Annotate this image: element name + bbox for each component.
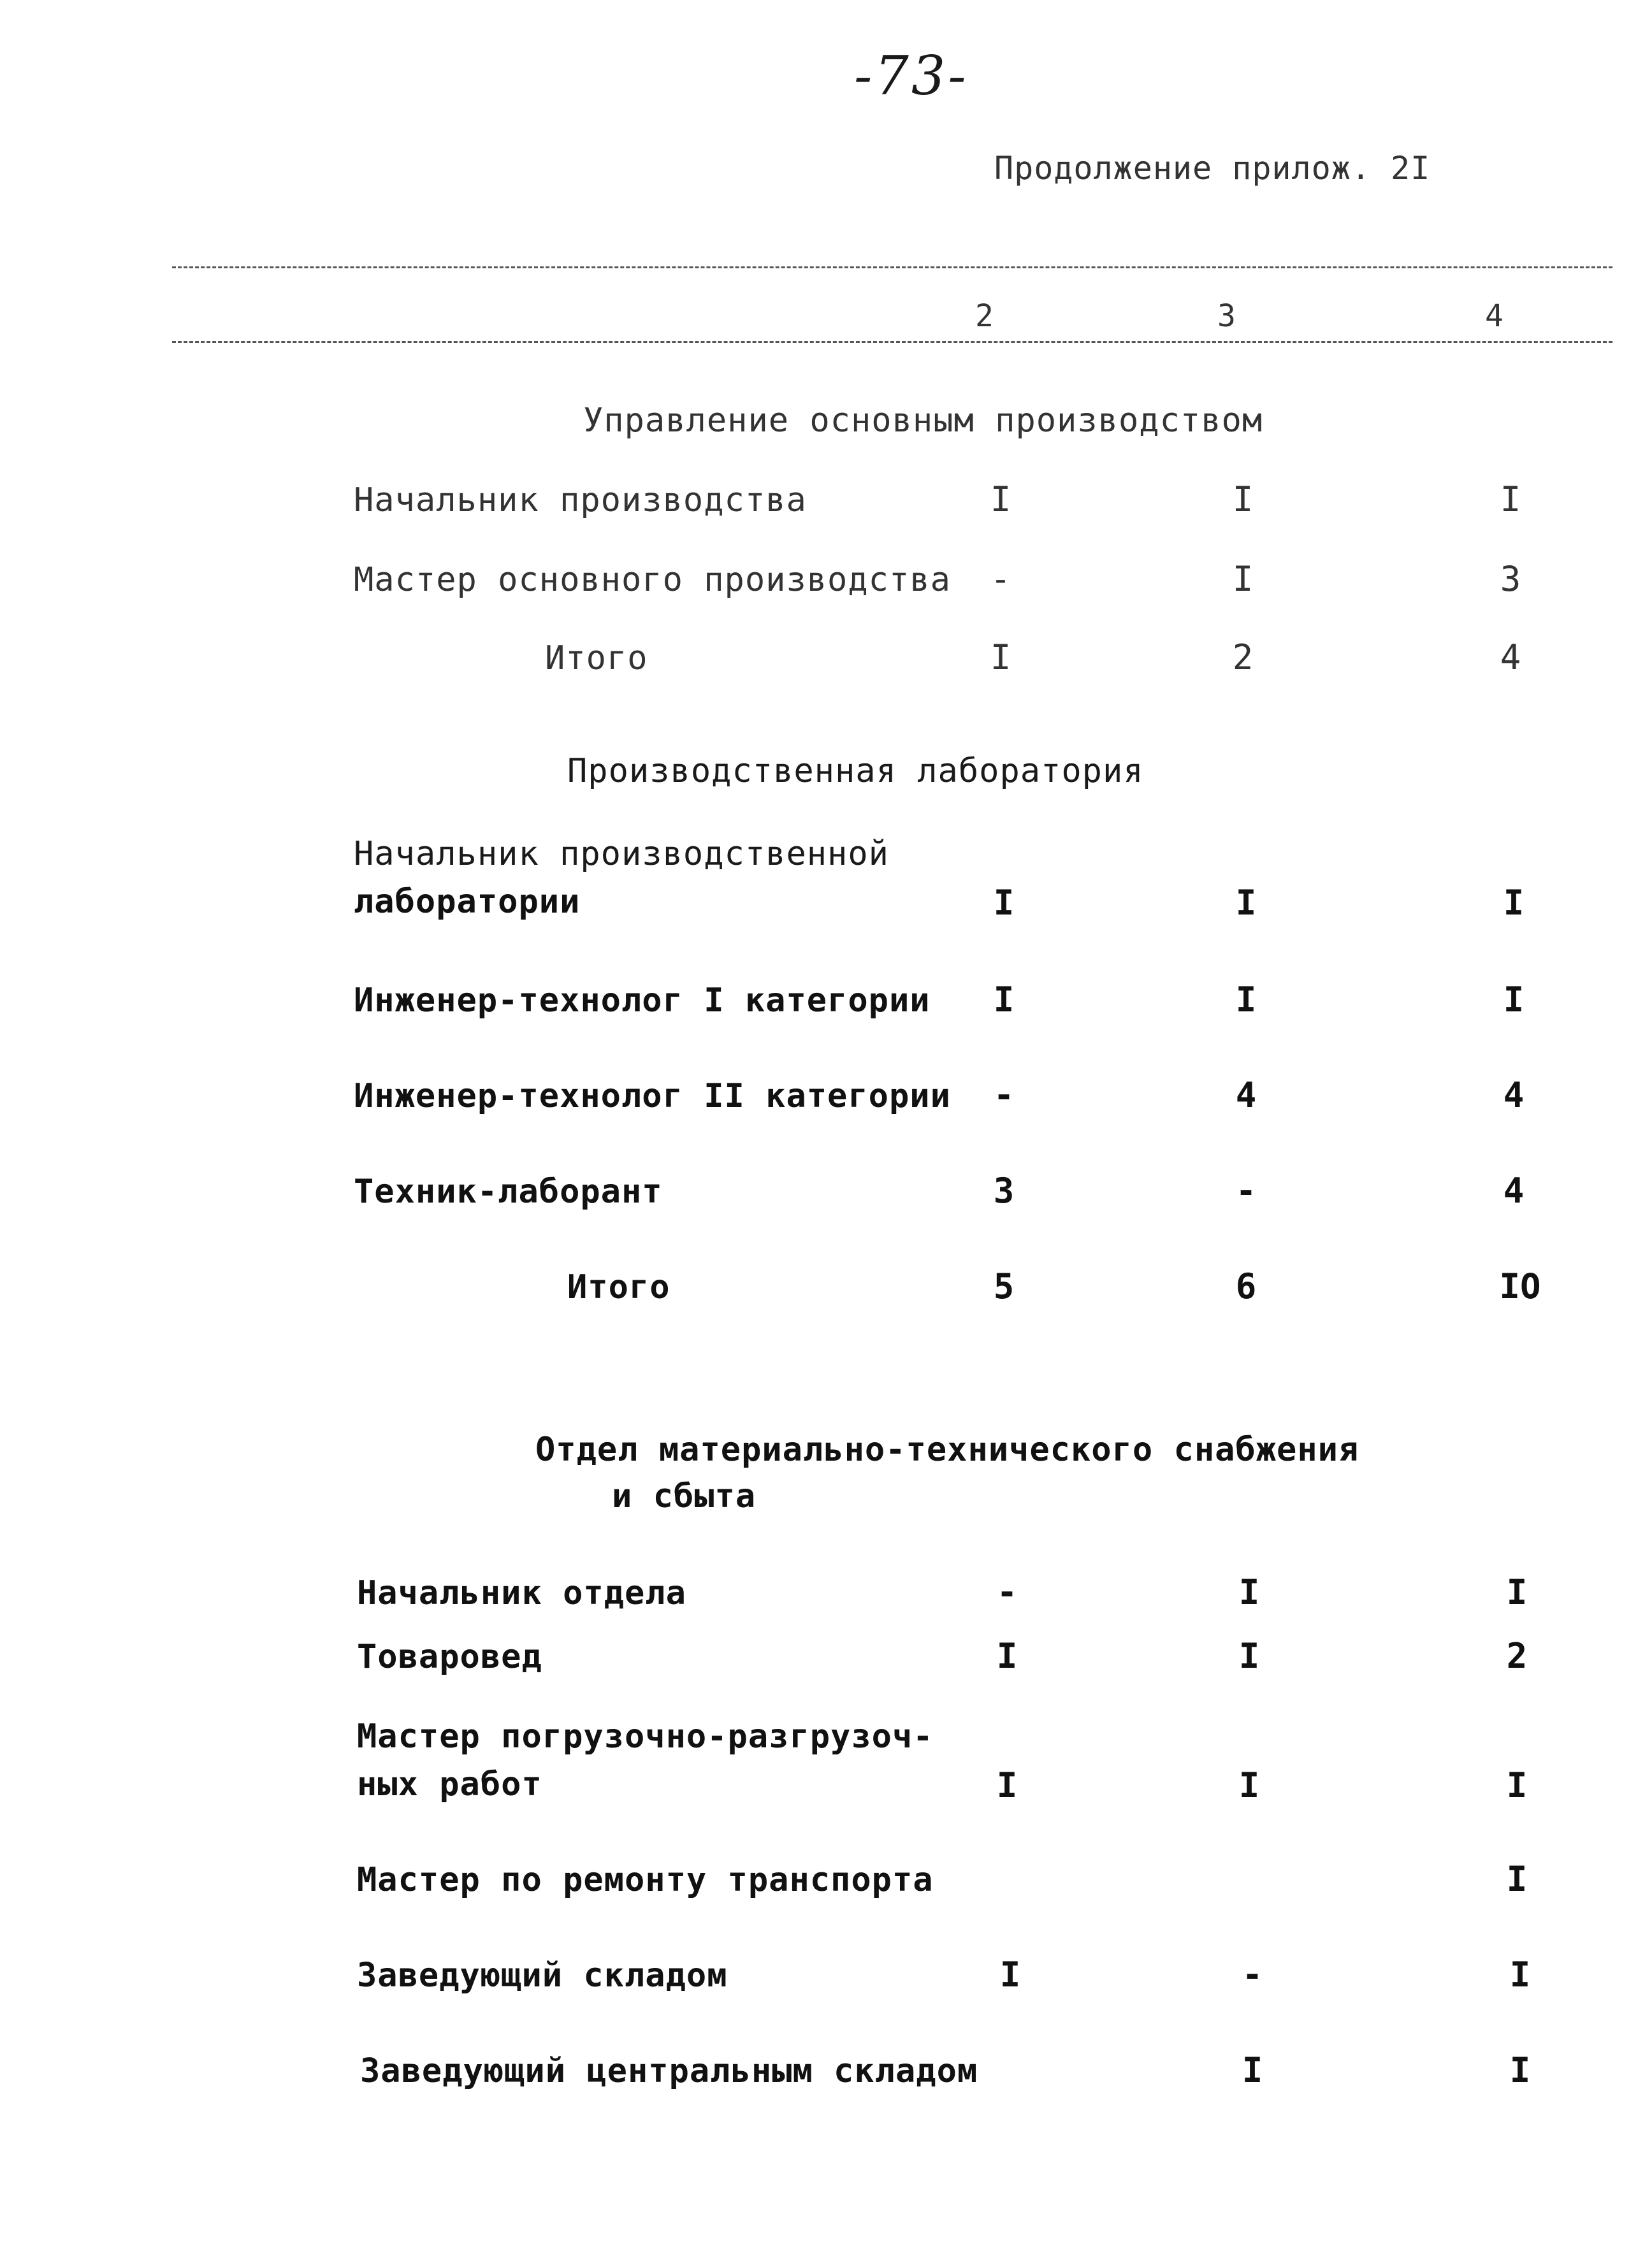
value-col4: I <box>1509 1955 1531 1995</box>
value-col4: I <box>1503 883 1525 923</box>
value-col2: - <box>996 1572 1018 1612</box>
row-label: Инженер-технолог II категории <box>354 1077 951 1115</box>
value-col2: I <box>996 1765 1018 1805</box>
value-col2: 3 <box>993 1171 1015 1211</box>
value-col4: I <box>1506 1859 1528 1899</box>
value-col3: I <box>1238 1765 1260 1805</box>
value-col2: I <box>993 980 1015 1020</box>
value-col4: IO <box>1499 1266 1541 1306</box>
table-header-top-rule <box>172 266 1612 268</box>
row-label: Техник-лаборант <box>354 1173 663 1211</box>
section-title-laboratory: Производственная лаборатория <box>567 752 1144 790</box>
row-label: Заведующий центральным складом <box>360 2052 978 2090</box>
value-col3: I <box>1238 1636 1260 1676</box>
value-col3: I <box>1232 479 1254 519</box>
value-col2: I <box>996 1636 1018 1676</box>
subtotal-label: Итого <box>567 1268 670 1306</box>
row-label-line1: Начальник производственной <box>354 835 889 873</box>
row-label-line1: Мастер погрузочно-разгрузоч- <box>357 1717 934 1756</box>
row-label: Инженер-технолог I категории <box>354 981 931 1020</box>
value-col4: 2 <box>1506 1636 1528 1676</box>
value-col2: I <box>993 883 1015 923</box>
value-col4: I <box>1509 2050 1531 2090</box>
column-header-2: 2 <box>975 298 994 334</box>
subtotal-label: Итого <box>545 639 648 677</box>
row-label: Заведующий складом <box>357 1956 728 1995</box>
column-header-3: 3 <box>1217 298 1236 334</box>
section-title-management: Управление основным производством <box>583 401 1263 440</box>
column-header-4: 4 <box>1485 298 1503 334</box>
value-col4: I <box>1506 1572 1528 1612</box>
value-col3: 4 <box>1235 1075 1257 1115</box>
section-title-supply-line1: Отдел материально-технического снабжения <box>535 1431 1359 1469</box>
page-number: -73- <box>854 45 969 107</box>
value-col2: - <box>990 559 1011 599</box>
value-col4: 4 <box>1500 637 1521 677</box>
value-col3: - <box>1235 1171 1257 1211</box>
value-col3: 2 <box>1232 637 1254 677</box>
appendix-continuation-note: Продолжение прилож. 2I <box>994 150 1431 187</box>
value-col3: - <box>1242 1955 1263 1995</box>
row-label: Начальник производства <box>354 481 807 519</box>
row-label: Товаровед <box>357 1638 542 1676</box>
row-label-line2: лаборатории <box>354 883 581 921</box>
value-col4: I <box>1506 1765 1528 1805</box>
value-col4: I <box>1500 479 1521 519</box>
value-col3: I <box>1242 2050 1263 2090</box>
table-header-bottom-rule <box>172 341 1612 343</box>
row-label: Мастер основного производства <box>354 561 951 599</box>
value-col4: 4 <box>1503 1075 1525 1115</box>
value-col2: I <box>990 479 1011 519</box>
value-col3: 6 <box>1235 1266 1257 1306</box>
value-col2: 5 <box>993 1266 1015 1306</box>
value-col4: 4 <box>1503 1171 1525 1211</box>
row-label: Начальник отдела <box>357 1574 686 1612</box>
value-col2: I <box>999 1955 1021 1995</box>
value-col3: I <box>1235 980 1257 1020</box>
value-col4: I <box>1503 980 1525 1020</box>
value-col4: 3 <box>1500 559 1521 599</box>
value-col3: I <box>1238 1572 1260 1612</box>
value-col3: I <box>1235 883 1257 923</box>
section-title-supply-line2: и сбыта <box>612 1477 757 1515</box>
row-label: Мастер по ремонту транспорта <box>357 1861 934 1899</box>
value-col3: I <box>1232 559 1254 599</box>
row-label-line2: ных работ <box>357 1765 542 1804</box>
value-col2: I <box>990 637 1011 677</box>
value-col2: - <box>993 1075 1015 1115</box>
